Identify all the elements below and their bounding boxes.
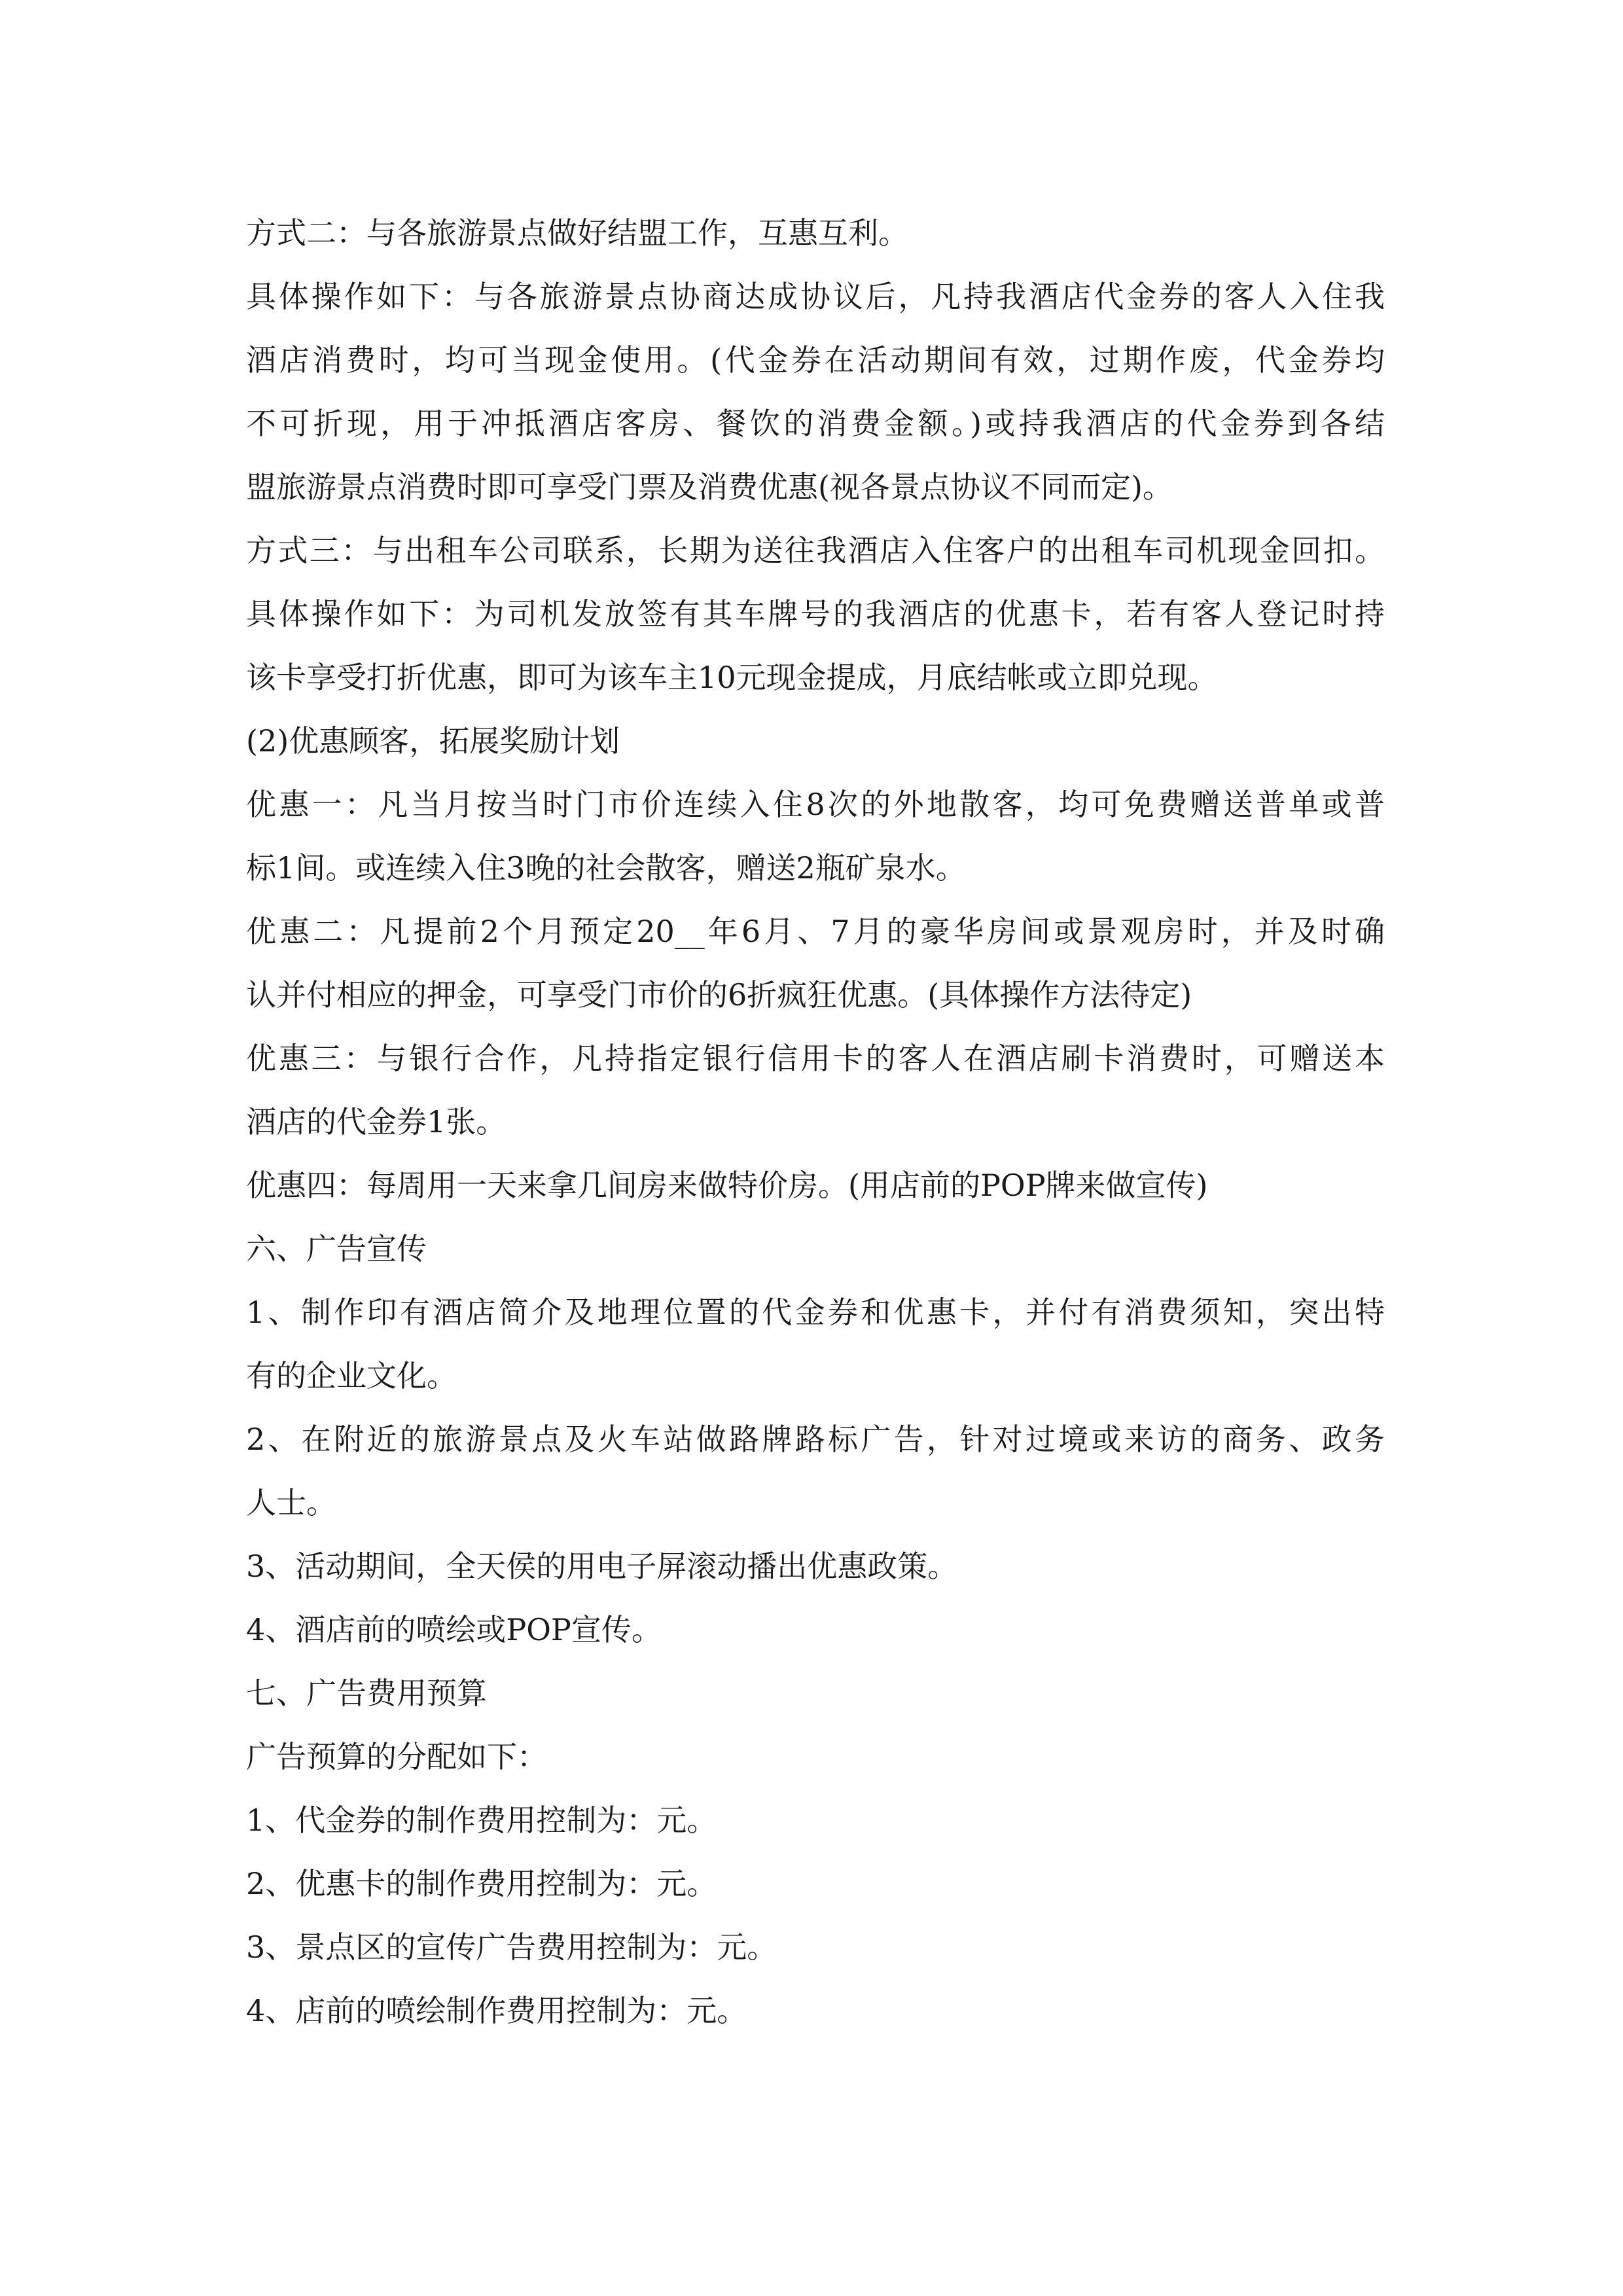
text-line: 4、酒店前的喷绘或POP宣传。 (246, 1612, 662, 1647)
text-line: 优惠二：凡提前2个月预定20__年6月、7月的豪华房间或景观房时，并及时确 (246, 914, 1385, 949)
text-line: 方式二：与各旅游景点做好结盟工作，互惠互利。 (246, 215, 908, 251)
text-line: 2、在附近的旅游景点及火车站做路牌路标广告，针对过境或来访的商务、政务 (246, 1422, 1385, 1457)
text-line: 认并付相应的押金，可享受门市价的6折疯狂优惠。(具体操作方法待定) (246, 977, 1192, 1013)
text-line: 标1间。或连续入住3晚的社会散客，赠送2瓶矿泉水。 (246, 850, 966, 886)
text-line: 3、景点区的宣传广告费用控制为：元。 (246, 1929, 777, 1965)
document-body (246, 202, 1385, 2043)
text-line: 七、广告费用预算 (246, 1676, 487, 1711)
text-line: 3、活动期间，全天侯的用电子屏滚动播出优惠政策。 (246, 1549, 958, 1584)
text-line: (2)优惠顾客，拓展奖励计划 (246, 723, 620, 759)
text-line: 酒店的代金券1张。 (246, 1104, 507, 1139)
text-line: 优惠一：凡当月按当时门市价连续入住8次的外地散客，均可免费赠送普单或普 (246, 787, 1385, 822)
text-line: 1、代金券的制作费用控制为：元。 (246, 1803, 717, 1838)
text-line: 方式三：与出租车公司联系，长期为送往我酒店入住客户的出租车司机现金回扣。 (246, 533, 1385, 568)
text-line: 具体操作如下：为司机发放签有其车牌号的我酒店的优惠卡，若有客人登记时持 (246, 596, 1385, 632)
text-line: 有的企业文化。 (246, 1358, 457, 1393)
text-line: 不可折现，用于冲抵酒店客房、餐饮的消费金额。)或持我酒店的代金券到各结 (246, 406, 1385, 441)
text-line: 六、广告宣传 (246, 1231, 427, 1266)
text-line: 广告预算的分配如下： (246, 1739, 547, 1774)
text-line: 优惠四：每周用一天来拿几间房来做特价房。(用店前的POP牌来做宣传) (246, 1168, 1208, 1203)
text-line: 1、制作印有酒店简介及地理位置的代金券和优惠卡，并付有消费须知，突出特 (246, 1295, 1385, 1330)
text-line: 优惠三：与银行合作，凡持指定银行信用卡的客人在酒店刷卡消费时，可赠送本 (246, 1041, 1385, 1076)
text-line: 具体操作如下：与各旅游景点协商达成协议后，凡持我酒店代金券的客人入住我 (246, 279, 1385, 314)
text-line: 2、优惠卡的制作费用控制为：元。 (246, 1866, 717, 1901)
text-line: 该卡享受打折优惠，即可为该车主10元现金提成，月底结帐或立即兑现。 (246, 660, 1218, 695)
text-line: 盟旅游景点消费时即可享受门票及消费优惠(视各景点协议不同而定)。 (246, 469, 1173, 505)
text-line: 酒店消费时，均可当现金使用。(代金券在活动期间有效，过期作废，代金券均 (246, 342, 1385, 378)
text-line: 4、店前的喷绘制作费用控制为：元。 (246, 1993, 747, 2028)
text-line: 人士。 (246, 1485, 336, 1520)
